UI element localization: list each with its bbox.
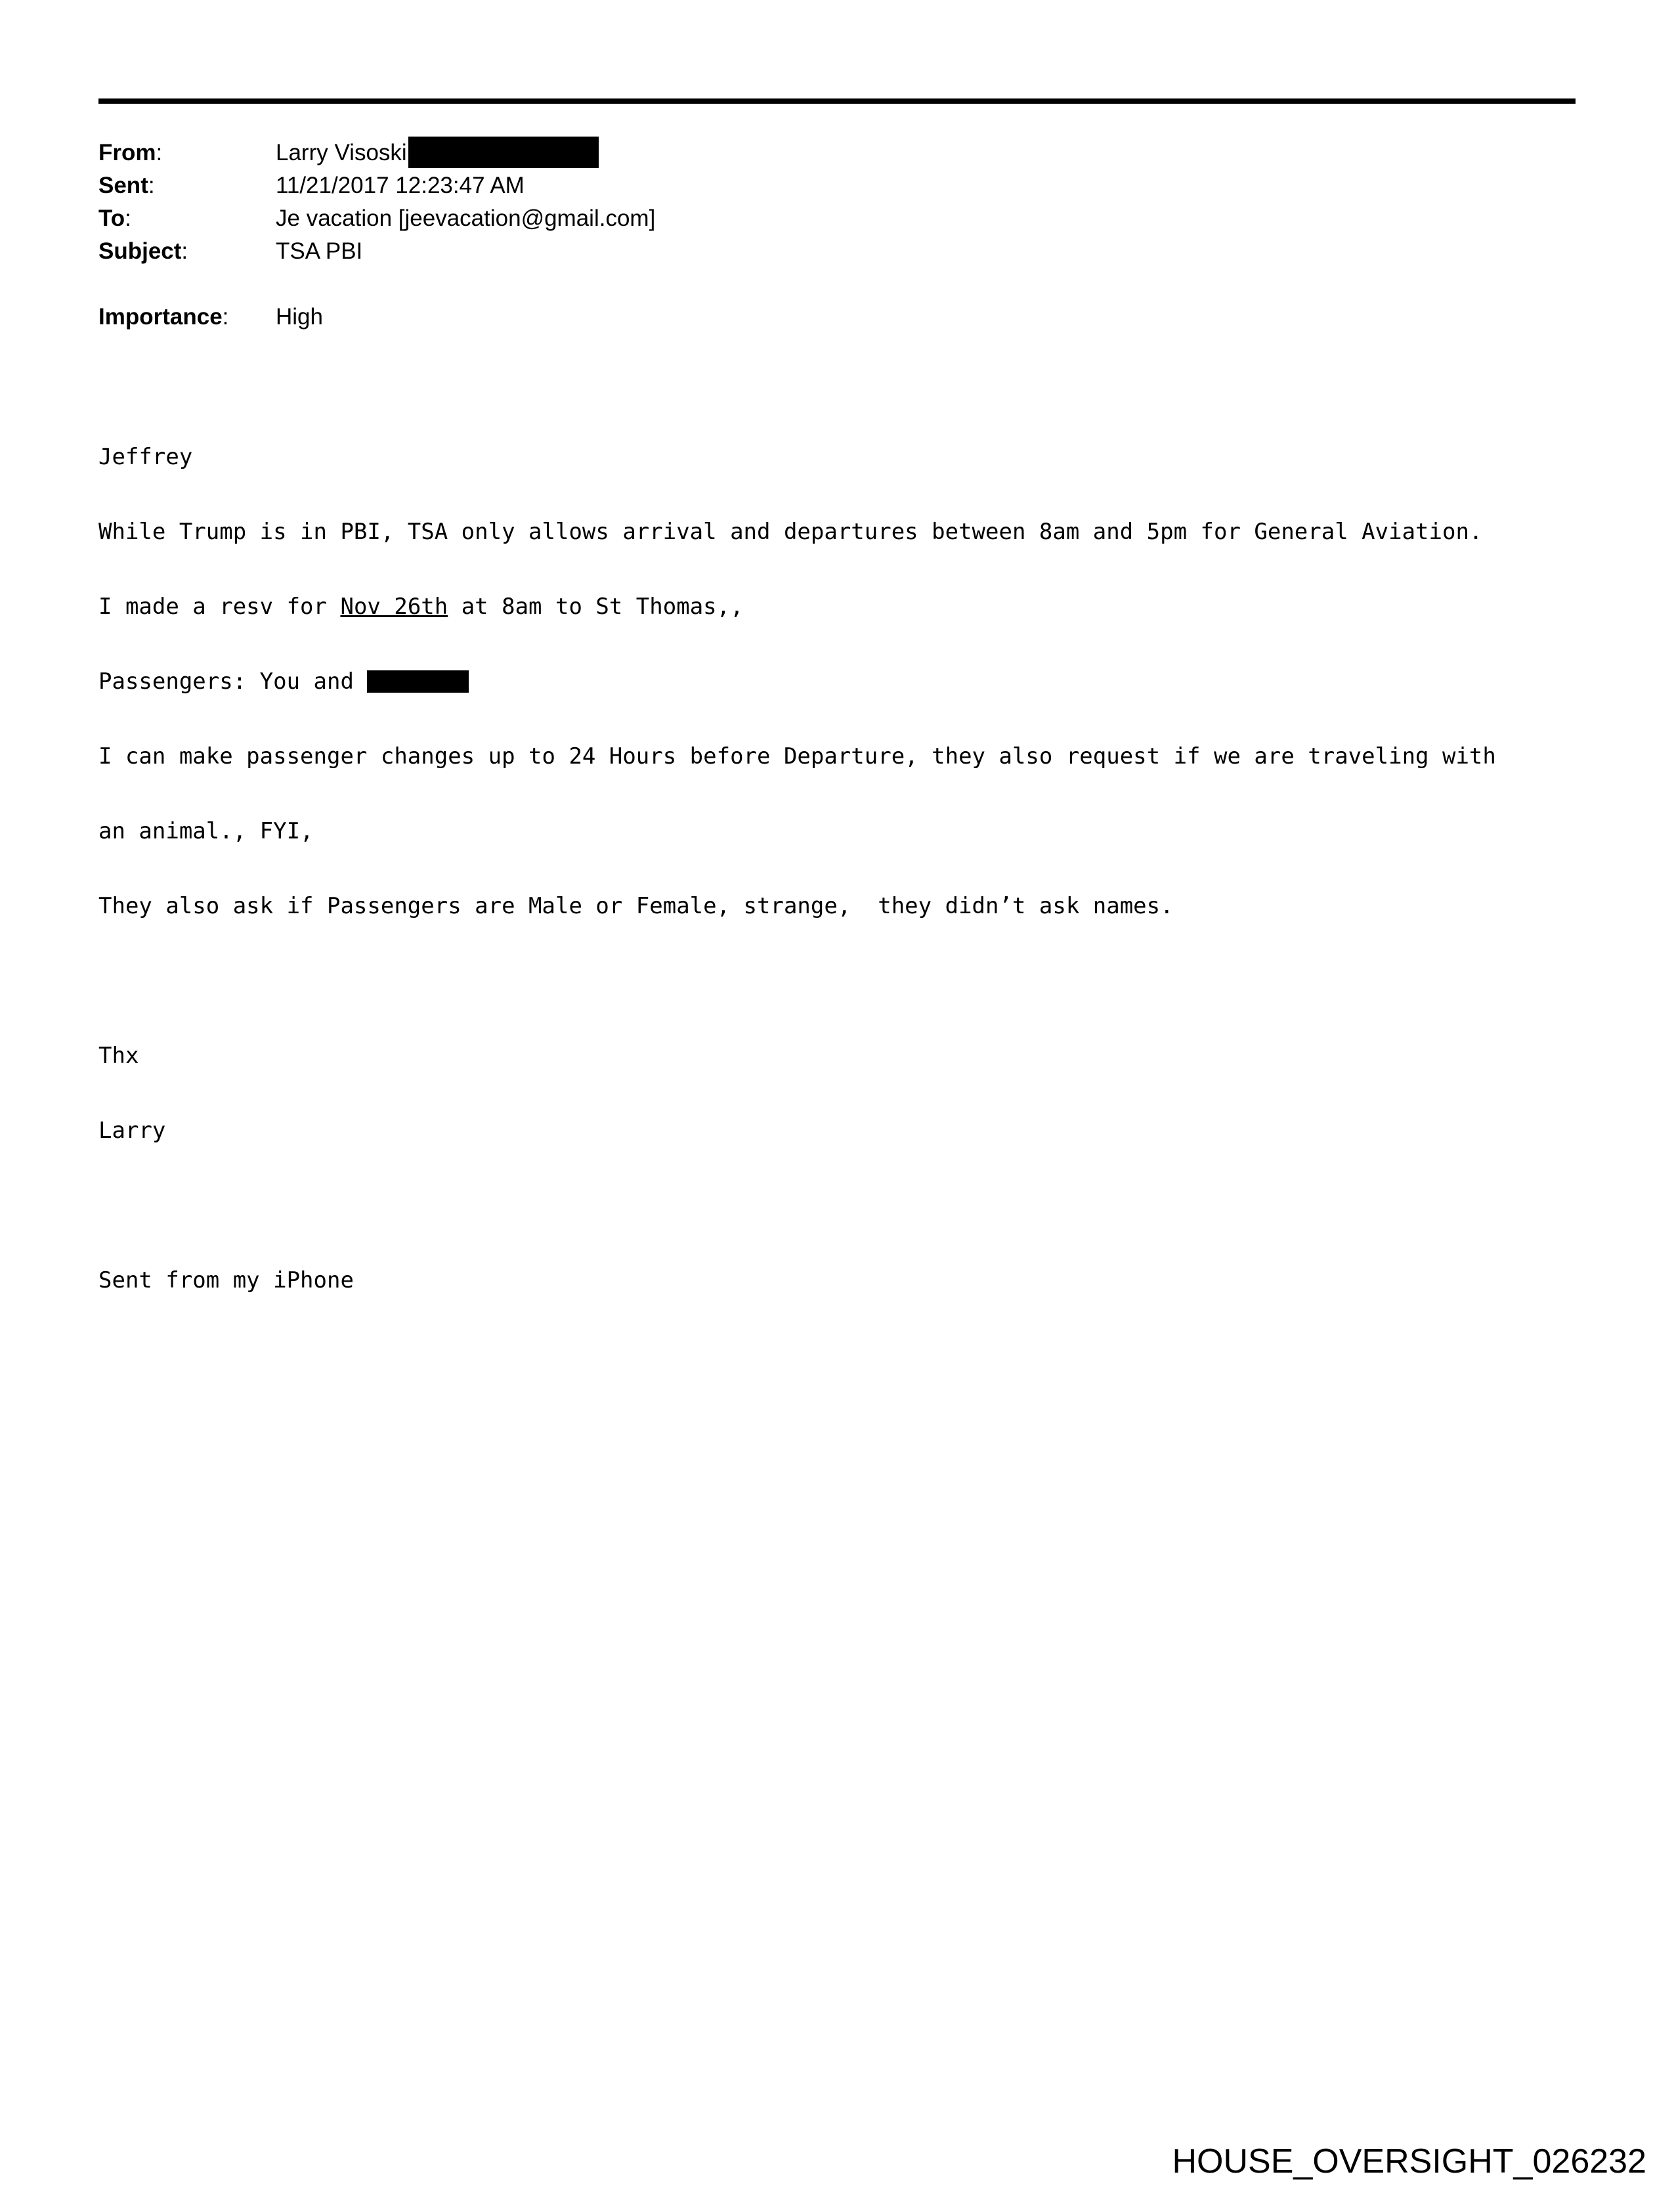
body-line-1: While Trump is in PBI, TSA only allows arrival and departures between 8am and 5pm for General Aviation. [98,519,1483,545]
body-line-3: Passengers: You and [98,669,1608,694]
signoff-thx: Thx [98,1043,139,1069]
importance-label: Importance [98,304,223,330]
spacer [98,1193,1608,1218]
signoff-name: Larry [98,1117,166,1144]
body-line-6: They also ask if Passengers are Male or Female, strange, they didn’t ask names. [98,893,1174,919]
to-label: To [98,206,125,231]
body-line-4: I can make passenger changes up to 24 Hours before Departure, they also request if we are traveling with [98,743,1496,770]
top-rule [98,98,1576,104]
body-line-2: I made a resv for Nov 26th at 8am to St Thomas,, [98,594,744,620]
subject-value: TSA PBI [276,238,363,264]
sent-label: Sent [98,173,148,198]
date-underlined: Nov 26th [340,594,448,620]
redaction-box [367,670,469,693]
from-value: Larry Visoski [276,140,407,165]
importance-value: High [276,304,323,330]
redaction-box [408,137,599,168]
greeting: Jeffrey [98,444,193,470]
from-label: From [98,140,156,165]
subject-label: Subject [98,238,182,264]
bates-number: HOUSE_OVERSIGHT_026232 [1172,2142,1646,2180]
sent-from-footer: Sent from my iPhone [98,1267,354,1293]
to-value: Je vacation [jeevacation@gmail.com] [276,206,656,231]
email-body [98,395,1608,1318]
sent-value: 11/21/2017 12:23:47 AM [276,173,525,198]
body-line-5: an animal., FYI, [98,818,314,844]
spacer [98,968,1608,993]
